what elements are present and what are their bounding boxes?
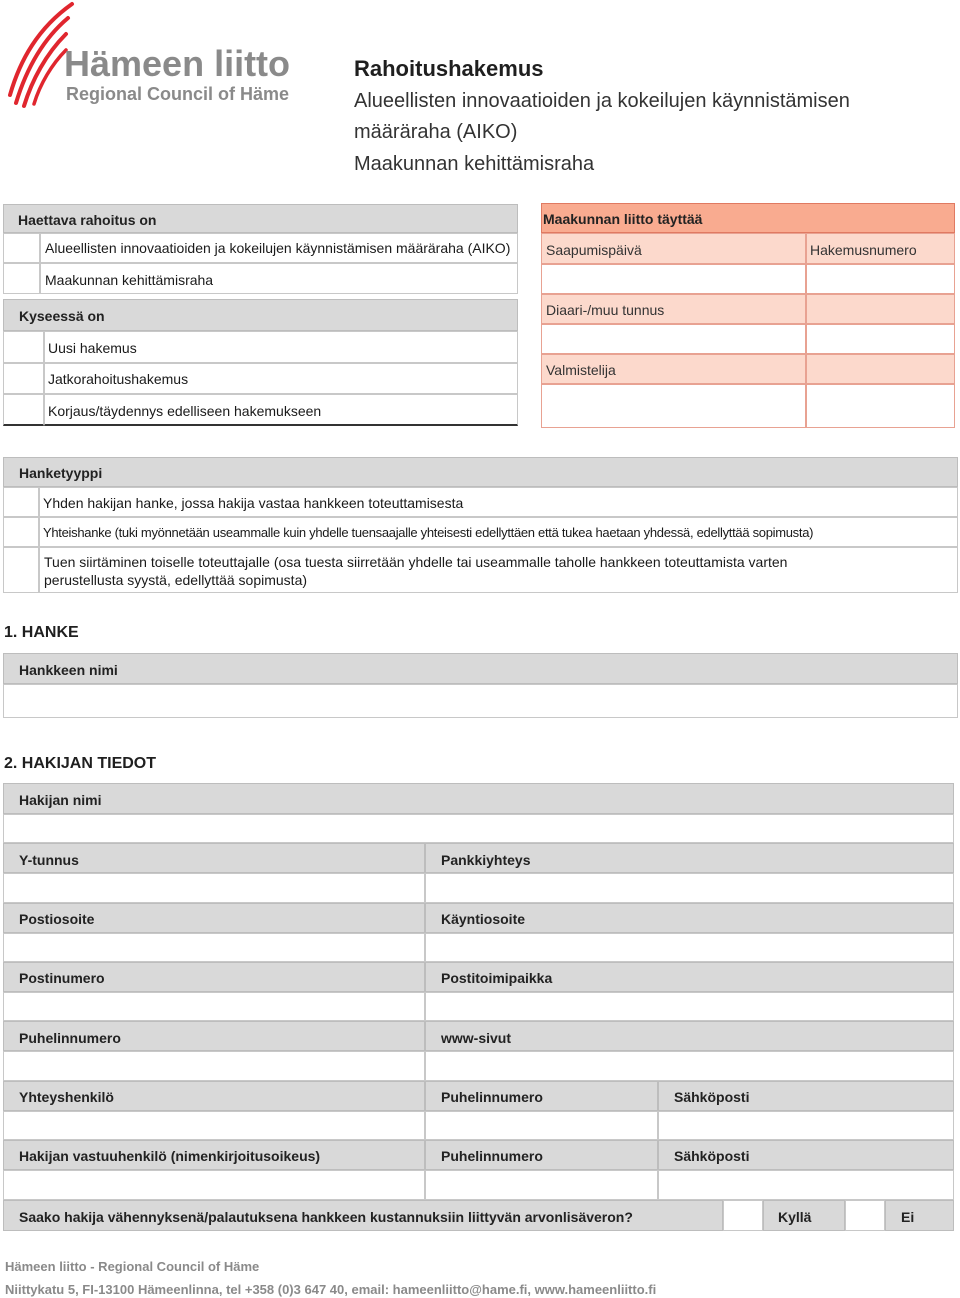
case-checkbox-correction[interactable] bbox=[3, 394, 44, 426]
preparer-extra-cell bbox=[806, 354, 955, 384]
responsible-field[interactable] bbox=[3, 1170, 425, 1200]
case-option-continuation: Jatkorahoitushakemus bbox=[44, 363, 518, 394]
header-line-3: Maakunnan kehittämisraha bbox=[354, 153, 595, 175]
vat-question-cell bbox=[3, 1200, 723, 1231]
case-option-correction: Korjaus/täydennys edelliseen hakemukseen bbox=[44, 394, 518, 426]
diary-label-cell: Diaari-/muu tunnus bbox=[541, 294, 806, 324]
postal-code-heading: Postinumero bbox=[3, 962, 425, 992]
applicant-name-label: Hakijan nimi bbox=[19, 792, 102, 808]
preparer-extra-field[interactable] bbox=[806, 384, 955, 428]
contact-heading: Yhteyshenkilö bbox=[3, 1081, 425, 1111]
postal-address-heading: Postiosoite bbox=[3, 903, 425, 933]
visiting-address-field[interactable] bbox=[425, 933, 954, 962]
project-type-heading-row bbox=[3, 457, 958, 487]
contact-phone-heading: Puhelinnumero bbox=[425, 1081, 658, 1111]
responsible-email-field[interactable] bbox=[658, 1170, 954, 1200]
app-number-field[interactable] bbox=[806, 264, 955, 294]
post-office-field[interactable] bbox=[425, 992, 954, 1021]
project-type-checkbox-single[interactable] bbox=[3, 487, 39, 517]
project-type-option-transfer: Tuen siirtäminen toiselle toteuttajalle (osa tuesta siirretään yhdelle tai useammalle taholle hankkeen toteuttamista varten perustellusta syystä, edellyttää sopimusta) bbox=[39, 547, 958, 593]
website-field[interactable] bbox=[425, 1051, 954, 1081]
diary-field[interactable] bbox=[541, 324, 806, 354]
vat-yes-checkbox[interactable] bbox=[723, 1200, 763, 1231]
project-name-heading-row bbox=[3, 653, 958, 684]
project-type-checkbox-joint[interactable] bbox=[3, 517, 39, 547]
case-checkbox-continuation[interactable] bbox=[3, 363, 44, 394]
business-id-heading: Y-tunnus bbox=[3, 843, 425, 873]
business-id-field[interactable] bbox=[3, 873, 425, 903]
vat-no-checkbox[interactable] bbox=[845, 1200, 885, 1231]
funding-option-aiko: Alueellisten innovaatioiden ja kokeilujen käynnistämisen määräraha (AIKO) bbox=[40, 233, 518, 263]
logo-subtitle: Regional Council of Häme bbox=[66, 84, 290, 104]
applicant-name-heading-row bbox=[3, 783, 954, 814]
logo-name: Hämeen liitto bbox=[64, 43, 291, 84]
applicant-name-field[interactable] bbox=[3, 814, 954, 843]
funding-heading: Haettava rahoitus on bbox=[18, 212, 157, 228]
case-checkbox-new[interactable] bbox=[3, 331, 44, 363]
case-heading: Kyseessä on bbox=[19, 308, 105, 324]
office-heading-row bbox=[541, 203, 955, 233]
funding-checkbox-development[interactable] bbox=[3, 263, 40, 294]
page-title: Rahoitushakemus bbox=[354, 56, 544, 81]
vat-no-cell bbox=[885, 1200, 954, 1231]
funding-option-development: Maakunnan kehittämisraha bbox=[40, 263, 518, 294]
website-heading: www-sivut bbox=[425, 1021, 954, 1051]
funding-checkbox-aiko[interactable] bbox=[3, 233, 40, 263]
project-name-label: Hankkeen nimi bbox=[19, 662, 118, 678]
responsible-email-heading: Sähköposti bbox=[658, 1140, 954, 1170]
project-name-field[interactable] bbox=[3, 684, 958, 718]
postal-code-field[interactable] bbox=[3, 992, 425, 1021]
vat-no-label: Ei bbox=[901, 1209, 915, 1225]
case-heading-row bbox=[3, 299, 518, 331]
preparer-field[interactable] bbox=[541, 384, 806, 428]
funding-heading-row bbox=[3, 204, 518, 233]
vat-yes-cell bbox=[763, 1200, 845, 1231]
bank-heading: Pankkiyhteys bbox=[425, 843, 954, 873]
logo bbox=[6, 0, 306, 110]
section-1-title: 1. HANKE bbox=[4, 624, 79, 641]
diary-extra-field[interactable] bbox=[806, 324, 955, 354]
responsible-phone-heading: Puhelinnumero bbox=[425, 1140, 658, 1170]
preparer-label-cell: Valmistelija bbox=[541, 354, 806, 384]
header-line-1: Alueellisten innovaatioiden ja kokeilujen käynnistämisen bbox=[354, 90, 850, 112]
app-number-label-cell: Hakemusnumero bbox=[806, 233, 955, 264]
phone-field[interactable] bbox=[3, 1051, 425, 1081]
case-option-new: Uusi hakemus bbox=[44, 331, 518, 363]
project-type-checkbox-transfer[interactable] bbox=[3, 547, 39, 593]
header-line-2: määräraha (AIKO) bbox=[354, 121, 518, 143]
footer-org: Hämeen liitto - Regional Council of Häme bbox=[5, 1259, 260, 1274]
post-office-heading: Postitoimipaikka bbox=[425, 962, 954, 992]
visiting-address-heading: Käyntiosoite bbox=[425, 903, 954, 933]
arrival-date-field[interactable] bbox=[541, 264, 806, 294]
bank-field[interactable] bbox=[425, 873, 954, 903]
footer-address: Niittykatu 5, FI-13100 Hämeenlinna, tel +358 (0)3 647 40, email: hameenliitto@hame.fi, www.hameenliitto.fi bbox=[5, 1282, 657, 1297]
diary-extra-cell bbox=[806, 294, 955, 324]
vat-question: Saako hakija vähennyksenä/palautuksena hankkeen kustannuksiin liittyvän arvonlisäveron? bbox=[19, 1209, 633, 1225]
project-type-option-single: Yhden hakijan hanke, jossa hakija vastaa hankkeen toteuttamisesta bbox=[39, 487, 958, 517]
contact-email-heading: Sähköposti bbox=[658, 1081, 954, 1111]
contact-email-field[interactable] bbox=[658, 1111, 954, 1140]
contact-field[interactable] bbox=[3, 1111, 425, 1140]
postal-address-field[interactable] bbox=[3, 933, 425, 962]
vat-yes-label: Kyllä bbox=[778, 1209, 812, 1225]
contact-phone-field[interactable] bbox=[425, 1111, 658, 1140]
responsible-phone-field[interactable] bbox=[425, 1170, 658, 1200]
responsible-heading: Hakijan vastuuhenkilö (nimenkirjoitusoikeus) bbox=[3, 1140, 425, 1170]
section-2-title: 2. HAKIJAN TIEDOT bbox=[4, 755, 157, 772]
arrival-date-label-cell: Saapumispäivä bbox=[541, 233, 806, 264]
project-type-option-joint: Yhteishanke (tuki myönnetään useammalle kuin yhdelle tuensaajalle yhteisesti edellyttäen että tukea haetaan yhdessä, edellyttää sopimusta) bbox=[39, 517, 958, 547]
office-heading: Maakunnan liitto täyttää bbox=[543, 211, 703, 227]
project-type-heading: Hanketyyppi bbox=[19, 465, 103, 481]
phone-heading: Puhelinnumero bbox=[3, 1021, 425, 1051]
